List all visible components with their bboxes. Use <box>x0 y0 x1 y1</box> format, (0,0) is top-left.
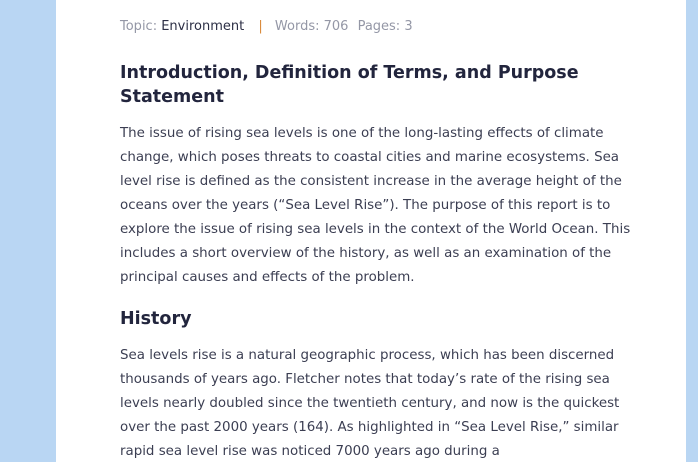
topic-label: Topic: <box>120 19 158 34</box>
word-count: Words: 706 <box>274 19 349 34</box>
page-count: Pages: 3 <box>357 19 413 34</box>
section-heading-introduction: Introduction, Definition of Terms, and Purpose Statement <box>120 63 579 107</box>
topic-link[interactable]: Environment <box>161 19 245 34</box>
section-body-history: Sea levels rise is a natural geographic process, which has been discerned thousands of years ago. Fletcher notes that today’s rate of the rising sea levels nearly doubled since the twentieth century, and now is the quickest over the past 2000 years (164). As highlighted in “Sea Level Rise,” similar rapid sea level rise was noticed 7000 years ago during a <box>120 348 620 459</box>
document-page <box>56 0 686 462</box>
section-heading-history: History <box>120 309 192 329</box>
meta-separator: | <box>258 19 263 34</box>
document-meta <box>120 18 413 36</box>
section-body-introduction: The issue of rising sea levels is one of the long-lasting effects of climate change, which poses threats to coastal cities and marine ecosystems. Sea level rise is defined as the consistent increase in the average height of the oceans over the years (“Sea Level Rise”). The purpose of this report is to explore the issue of rising sea levels in the context of the World Ocean. This includes a short overview of the history, as well as an examination of the principal causes and effects of the problem. <box>120 126 631 285</box>
